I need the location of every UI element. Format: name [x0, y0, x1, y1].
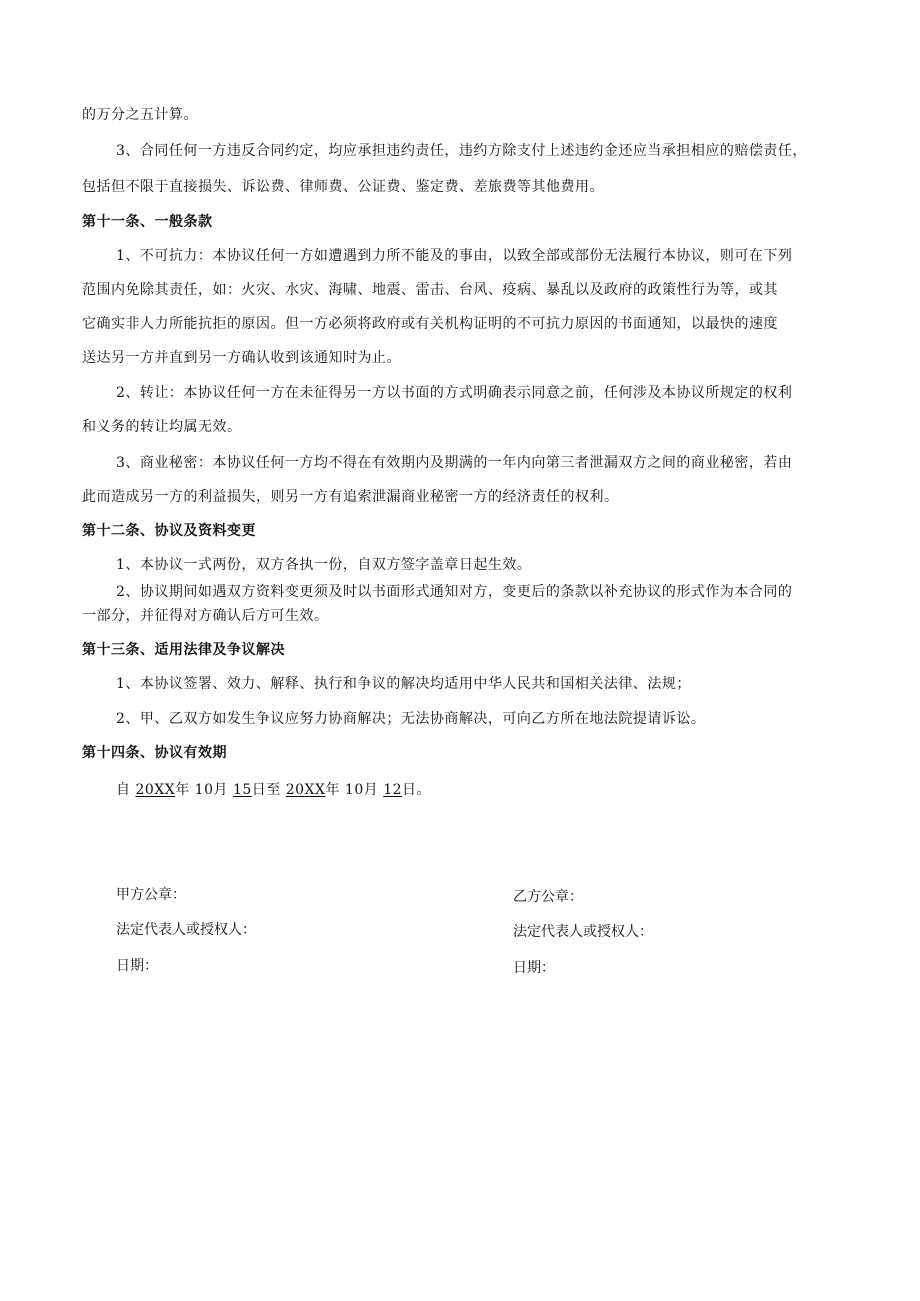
article13-item1: 1、本协议签署、效力、解释、执行和争议的解决均适用中华人民共和国相关法律、法规；	[116, 676, 691, 692]
validity-month-char1: 月	[213, 782, 228, 798]
validity-end-month: 10	[344, 782, 364, 798]
article11-item1-line2: 范围内免除其责任，如：火灾、水灾、海啸、地震、雷击、台风、疫病、暴乱以及政府的政策性行为等，或其	[82, 282, 778, 298]
article11-heading: 第十一条、一般条款	[82, 214, 213, 230]
article10-tail: 的万分之五计算。	[82, 107, 198, 123]
article12-item2-line1: 2、协议期间如遇双方资料变更须及时以书面形式通知对方，变更后的条款以补充协议的形式作为本合同的	[116, 584, 793, 600]
article11-item3-line1: 3、商业秘密：本协议任何一方均不得在有效期内及期满的一年内向第三者泄漏双方之间的商业秘密，若由	[116, 455, 793, 471]
validity-suffix: 日。	[402, 782, 432, 798]
validity-prefix: 自	[116, 782, 131, 798]
validity-period	[116, 780, 431, 800]
article11-item1-line3: 它确实非人力所能抗拒的原因。但一方必须将政府或有关机构证明的不可抗力原因的书面通知，以最快的速度	[82, 316, 778, 332]
validity-day-to: 日至	[251, 782, 281, 798]
article13-item2: 2、甲、乙双方如发生争议应努力协商解决；无法协商解决，可向乙方所在地法院提请诉讼。	[116, 711, 706, 727]
validity-year-char2: 年	[325, 782, 340, 798]
validity-start-day: 15	[232, 782, 252, 798]
validity-start-month: 10	[194, 782, 214, 798]
article14-heading: 第十四条、协议有效期	[82, 745, 227, 761]
article11-item3-line2: 此而造成另一方的利益损失，则另一方有追索泄漏商业秘密一方的经济责任的权利。	[82, 489, 619, 505]
party-a-representative-label: 法定代表人或授权人：	[116, 922, 256, 938]
validity-end-day: 12	[383, 782, 403, 798]
article11-item2-line2: 和义务的转让均属无效。	[82, 419, 242, 435]
article11-item1-line1: 1、不可抗力：本协议任何一方如遭遇到力所不能及的事由，以致全部或部份无法履行本协议，则可在下列	[116, 248, 793, 264]
article13-heading: 第十三条、适用法律及争议解决	[82, 642, 285, 658]
party-b-representative-label: 法定代表人或授权人：	[513, 924, 653, 940]
party-b-seal-label: 乙方公章：	[513, 889, 583, 905]
validity-month-char2: 月	[363, 782, 379, 798]
party-a-date-label: 日期：	[116, 958, 158, 974]
article12-item2-line2: 一部分，并征得对方确认后方可生效。	[82, 608, 329, 624]
article12-heading: 第十二条、协议及资料变更	[82, 523, 256, 539]
article10-item3-line2: 包括但不限于直接损失、诉讼费、律师费、公证费、鉴定费、差旅费等其他费用。	[82, 179, 604, 195]
article12-item1: 1、本协议一式两份，双方各执一份，自双方签字盖章日起生效。	[116, 557, 532, 573]
party-b-date-label: 日期：	[513, 960, 555, 976]
article11-item2-line1: 2、转让：本协议任何一方在未征得另一方以书面的方式明确表示同意之前，任何涉及本协议所规定的权利	[116, 385, 793, 401]
validity-end-year: 20XX	[285, 782, 326, 798]
party-a-seal-label: 甲方公章：	[116, 887, 186, 903]
article11-item1-line4: 送达另一方并直到另一方确认收到该通知时为止。	[82, 350, 401, 366]
article10-item3-line1: 3、合同任何一方违反合同约定，均应承担违约责任，违约方除支付上述违约金还应当承担相应的赔偿责任，	[116, 143, 807, 159]
validity-year-char1: 年	[175, 782, 190, 798]
validity-start-year: 20XX	[135, 782, 176, 798]
